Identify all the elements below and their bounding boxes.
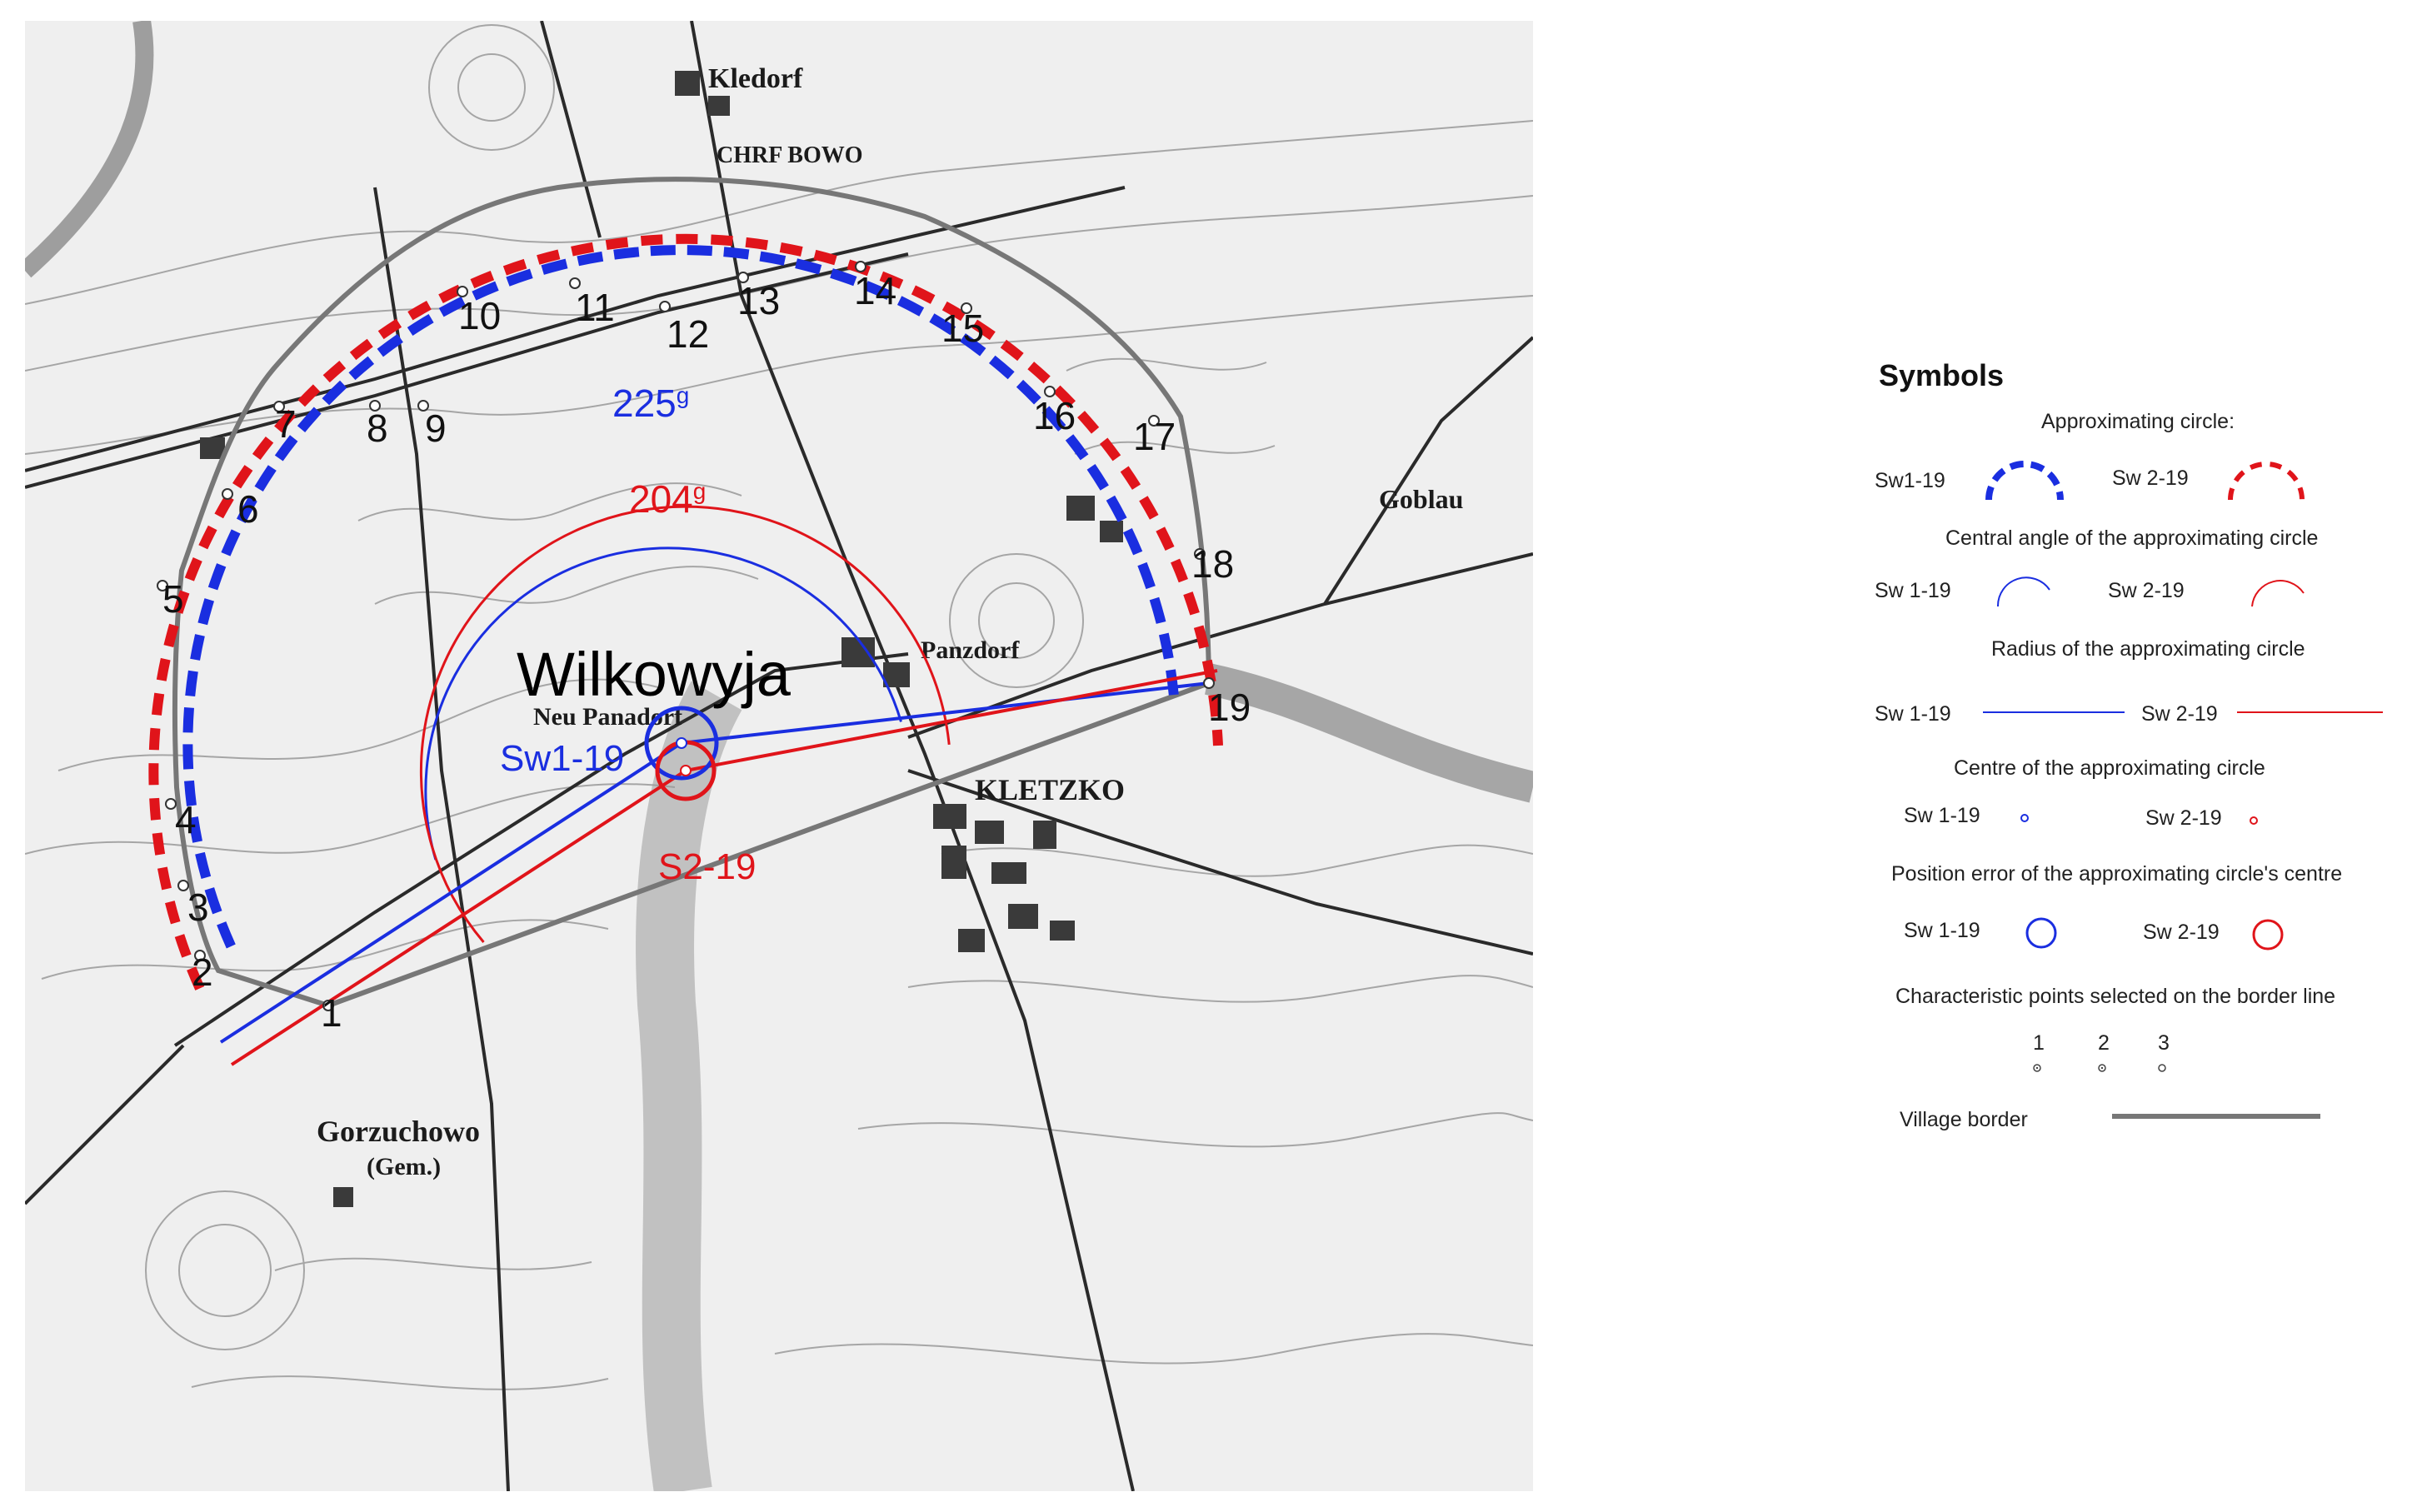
place-name-neu-panzdorf: Neu Panadorf <box>533 703 683 731</box>
legend-position-error-s-symbol <box>2250 916 2286 953</box>
border-point-label: 4 <box>175 798 197 841</box>
border-point-label: 14 <box>854 269 897 312</box>
border-point-marker <box>660 302 670 312</box>
legend-char-point-marker-1 <box>2031 1062 2043 1074</box>
legend-radius-s-line <box>2237 708 2383 716</box>
legend-approx-circle-label-sw: Sw1-19 <box>1875 469 1945 492</box>
place-name-kledorf: Kledorf <box>708 63 803 94</box>
legend-centre-heading: Centre of the approximating circle <box>1954 756 2265 780</box>
border-point-label: 6 <box>237 487 259 531</box>
place-name-panzdorf: Panzdorf <box>921 636 1020 664</box>
legend-central-angle-s-symbol <box>2245 568 2312 610</box>
border-point-label: 11 <box>575 286 615 329</box>
legend-char-point-marker-3 <box>2156 1062 2168 1074</box>
centre-marker-sw <box>677 738 687 748</box>
legend-position-error-sw-symbol <box>2023 915 2060 951</box>
border-point-label: 5 <box>162 577 184 621</box>
legend-char-point-marker-2 <box>2096 1062 2108 1074</box>
legend-radius-sw-line <box>1983 708 2125 716</box>
legend-centre-sw-marker <box>2019 812 2030 824</box>
legend-village-border-line <box>2112 1112 2320 1120</box>
legend-position-error-heading: Position error of the approximating circle's centre <box>1891 862 2343 886</box>
border-point-label: 18 <box>1191 542 1235 586</box>
central-angle-label-sw: 225$^g$ <box>612 382 690 425</box>
legend-char-points-heading: Characteristic points selected on the border line <box>1895 985 2336 1008</box>
legend-title: Symbols <box>1879 358 2005 392</box>
legend-radius-label-sw: Sw 1-19 <box>1875 702 1951 726</box>
border-point-label: 9 <box>425 407 447 450</box>
centre-label-s2-19: S2-19 <box>658 846 757 887</box>
border-point-label: 15 <box>941 307 985 350</box>
legend-centre-label-sw: Sw 1-19 <box>1904 804 1980 827</box>
village-label: Wilkowyja <box>517 640 791 709</box>
legend-central-angle-heading: Central angle of the approximating circle <box>1945 526 2319 550</box>
border-point-label: 7 <box>275 402 297 446</box>
central-angle-label-s: 204$^g$ <box>629 477 707 521</box>
legend-central-angle-label-s: Sw 2-19 <box>2108 579 2185 602</box>
legend-char-point-number-2: 2 <box>2098 1031 2110 1055</box>
border-point-label: 2 <box>192 951 213 994</box>
legend-position-error-label-s: Sw 2-19 <box>2143 921 2220 944</box>
centre-label-sw1-19: Sw1-19 <box>500 738 625 779</box>
legend-radius-heading: Radius of the approximating circle <box>1991 637 2305 661</box>
border-point-label: 12 <box>667 312 710 356</box>
place-name-chrapowo: CHRF BOWO <box>717 142 863 168</box>
place-name-gorzuchowo: Gorzuchowo <box>317 1115 480 1148</box>
centre-marker-s <box>681 766 691 776</box>
map-canvas <box>25 21 1533 1491</box>
place-name-kletzko: KLETZKO <box>975 773 1126 806</box>
legend-approx-circle-s-symbol <box>2220 448 2312 506</box>
legend-position-error-label-sw: Sw 1-19 <box>1904 919 1980 942</box>
legend-village-border-label: Village border <box>1900 1108 2028 1131</box>
border-point-label: 8 <box>367 407 388 450</box>
border-point-marker <box>222 489 232 499</box>
legend-centre-s-marker <box>2248 815 2260 826</box>
legend-central-angle-sw-symbol <box>1991 568 2058 610</box>
border-point-label: 1 <box>321 991 342 1035</box>
border-point-label: 10 <box>458 294 502 337</box>
border-point-label: 17 <box>1133 415 1176 458</box>
legend-char-point-number-1: 1 <box>2033 1031 2045 1055</box>
legend-central-angle-label-sw: Sw 1-19 <box>1875 579 1951 602</box>
place-name-gem: (Gem.) <box>367 1153 442 1180</box>
place-name-goblau: Goblau <box>1379 484 1464 514</box>
legend-radius-label-s: Sw 2-19 <box>2141 702 2218 726</box>
legend-char-point-number-3: 3 <box>2158 1031 2170 1055</box>
border-point-label: 3 <box>187 886 209 929</box>
map-panel <box>25 21 1533 1491</box>
legend-panel <box>1866 350 2416 1150</box>
border-point-label: 13 <box>737 279 781 322</box>
border-point-label: 19 <box>1208 686 1251 729</box>
map-background <box>25 21 1533 1491</box>
legend-approx-circle-sw-symbol <box>1979 448 2070 506</box>
border-point-label: 16 <box>1033 394 1076 437</box>
legend-approx-circle-label-s: Sw 2-19 <box>2112 467 2189 490</box>
legend-approx-circle-heading: Approximating circle: <box>2041 410 2235 433</box>
legend-centre-label-s: Sw 2-19 <box>2145 806 2222 830</box>
